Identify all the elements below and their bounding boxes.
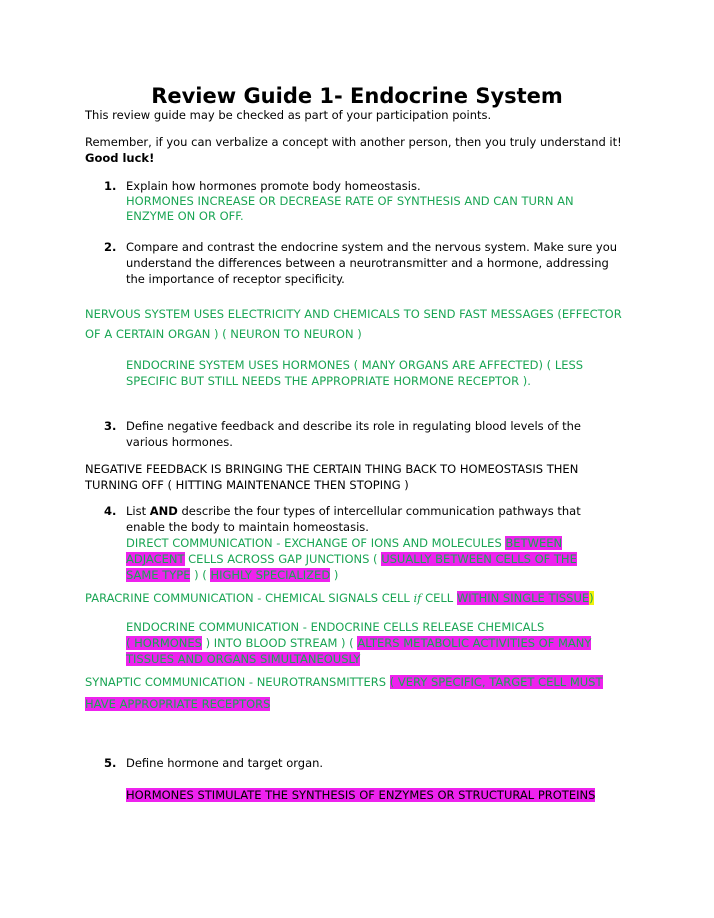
highlight: HIGHLY SPECIALIZED [210,568,331,582]
highlight: WITHIN SINGLE TISSUE [456,591,590,605]
page-title: Review Guide 1- Endocrine System [151,84,563,108]
q5-question: Define hormone and target organ. [126,756,324,770]
q1-question: Explain how hormones promote body homeostasis. [126,179,421,193]
q2-nervous-answer-line-1: NERVOUS SYSTEM USES ELECTRICITY AND CHEMICALS TO SEND FAST MESSAGES (EFFECTOR [85,307,622,321]
q3-question-line-1: Define negative feedback and describe its role in regulating blood levels of the [126,419,581,433]
q1-answer-line-1: HORMONES INCREASE OR DECREASE RATE OF SYNTHESIS AND CAN TURN AN [126,194,574,208]
intro-line-1: This review guide may be checked as part of your participation points. [85,108,492,122]
q2-question-line-2: understand the differences between a neurotransmitter and a hormone, addressing [126,256,609,270]
intro-line-2: Remember, if you can verbalize a concept with another person, then you truly understand it! [85,135,622,149]
intro-good-luck: Good luck! [85,151,155,165]
highlight: ADJACENT [126,552,185,566]
q2-endocrine-answer-line-2: SPECIFIC BUT STILL NEEDS THE APPROPRIATE HORMONE RECEPTOR ). [126,374,531,388]
q4-endocrine-line-2: ( HORMONES ) INTO BLOOD STREAM ) ( ALTERS METABOLIC ACTIVITIES OF MANY [126,636,592,650]
highlight: TISSUES AND ORGANS SIMULTANEOUSLY [126,652,361,666]
q4-direct-line-2: ADJACENT CELLS ACROSS GAP JUNCTIONS ( USUALLY BETWEEN CELLS OF THE [126,552,577,566]
q3-answer-line-1: NEGATIVE FEEDBACK IS BRINGING THE CERTAIN THING BACK TO HOMEOSTASIS THEN [85,462,579,476]
q1-answer-line-2: ENZYME ON OR OFF. [126,209,244,223]
highlight: BETWEEN [505,536,563,550]
q4-question-line-2: enable the body to maintain homeostasis. [126,520,369,534]
q2-nervous-answer-line-2: OF A CERTAIN ORGAN ) ( NEURON TO NEURON ) [85,327,362,341]
q4-endocrine-line-3 [126,651,360,667]
q2-question-line-1: Compare and contrast the endocrine system and the nervous system. Make sure you [126,240,618,254]
q4-direct-line-3: SAME TYPE ) ( HIGHLY SPECIALIZED ) [126,568,339,582]
q4-direct-line-1: DIRECT COMMUNICATION - EXCHANGE OF IONS AND MOLECULES BETWEEN [126,536,563,550]
q3-question-line-2: various hormones. [126,435,233,449]
q4-synaptic-line-2 [85,696,270,712]
q4-number: 4. [104,504,117,518]
highlight: ALTERS METABOLIC ACTIVITIES OF MANY [357,636,592,650]
q2-question-line-3: the importance of receptor specificity. [126,272,345,286]
q5-answer [126,787,595,803]
q3-number: 3. [104,419,117,433]
highlight: USUALLY BETWEEN CELLS OF THE [381,552,577,566]
highlight: HORMONES STIMULATE THE SYNTHESIS OF ENZYMES OR STRUCTURAL PROTEINS [126,788,596,802]
highlight: HAVE APPROPRIATE RECEPTORS [85,697,271,711]
q4-question-line-1: List AND describe the four types of intercellular communication pathways that [126,504,581,518]
q4-paracrine-line: PARACRINE COMMUNICATION - CHEMICAL SIGNALS CELL if CELL WITHIN SINGLE TISSUE) [85,591,594,605]
q4-synaptic-line-1: SYNAPTIC COMMUNICATION - NEUROTRANSMITTERS ( VERY SPECIFIC, TARGET CELL MUST [85,675,603,689]
q1-number: 1. [104,179,117,193]
q4-endocrine-line-1: ENDOCRINE COMMUNICATION - ENDOCRINE CELLS RELEASE CHEMICALS [126,620,545,634]
highlight: ( VERY SPECIFIC, TARGET CELL MUST [389,675,603,689]
q2-number: 2. [104,240,117,254]
highlight-yellow: ) [589,591,594,605]
highlight: ( HORMONES [126,636,202,650]
q3-answer-line-2: TURNING OFF ( HITTING MAINTENANCE THEN STOPING ) [85,478,409,492]
highlight: SAME TYPE [126,568,191,582]
q5-number: 5. [104,756,117,770]
q2-endocrine-answer-line-1: ENDOCRINE SYSTEM USES HORMONES ( MANY ORGANS ARE AFFECTED) ( LESS [126,358,584,372]
